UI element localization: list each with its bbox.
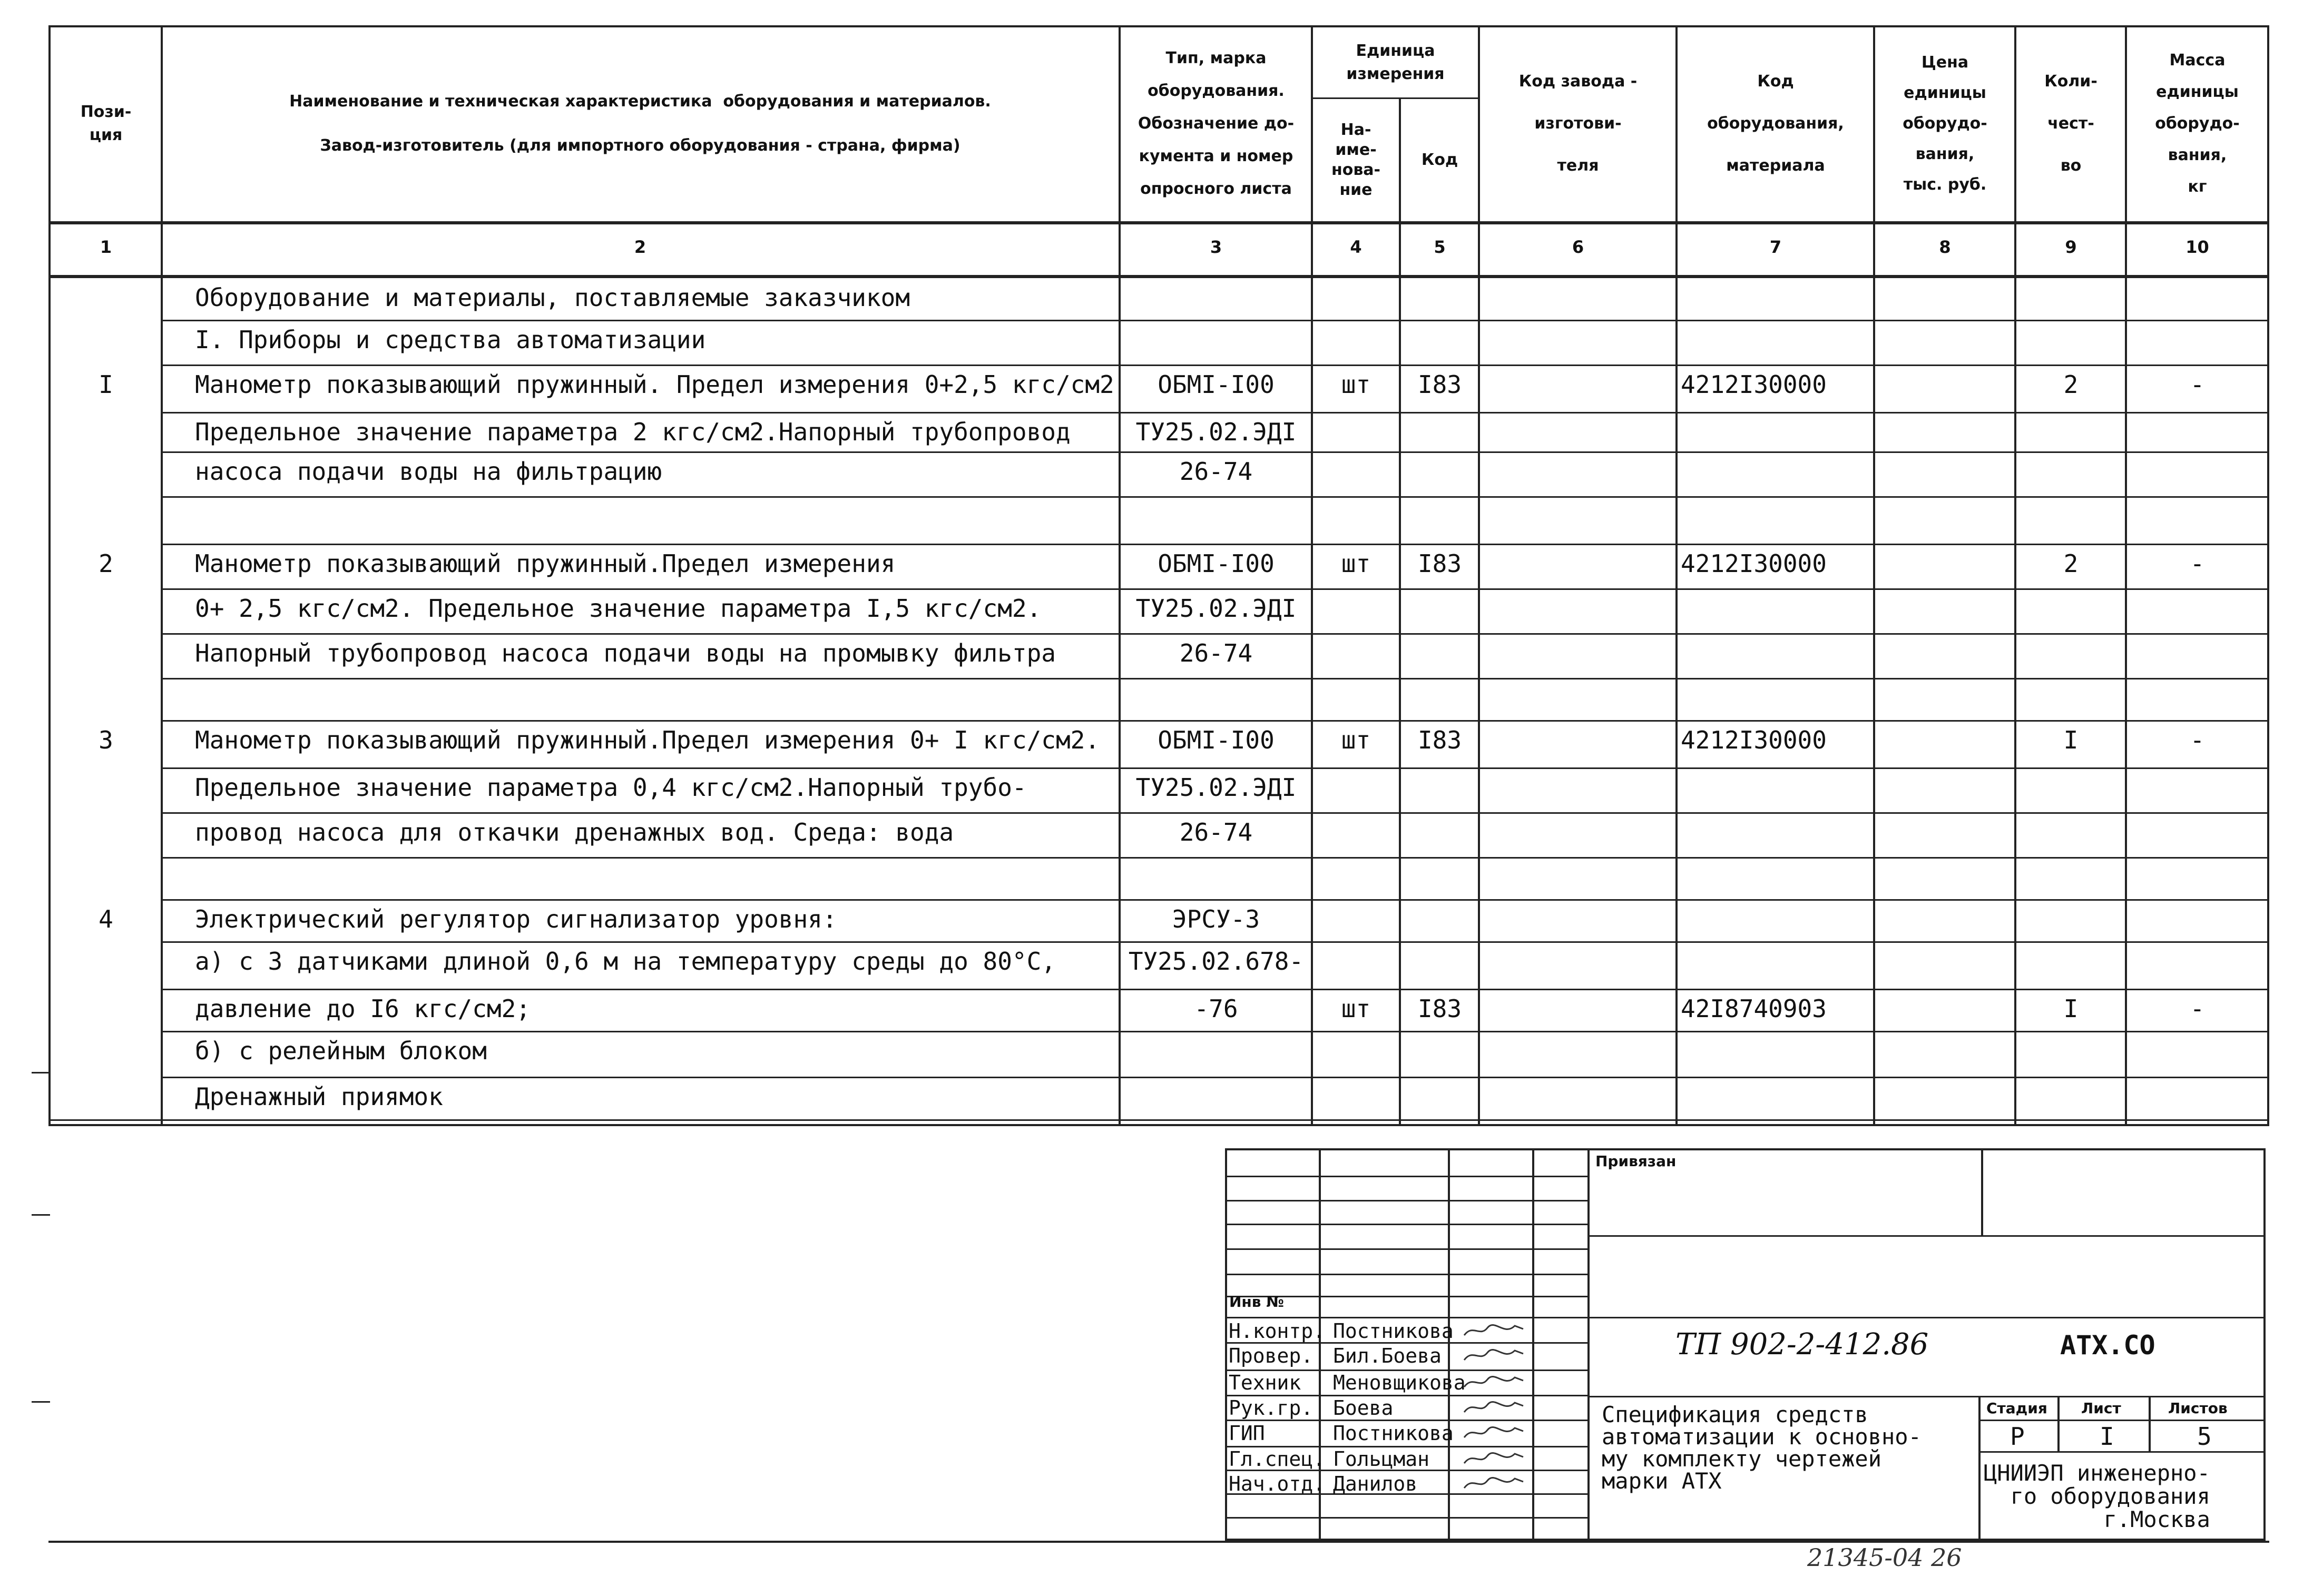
tb-person-name: Постникова [1333,1319,1454,1343]
row-cell-qty [2017,1035,2125,1077]
row-cell-type [1121,861,1311,899]
row-line [161,941,2269,943]
row-cell-equip-code [1681,456,1873,496]
tb-sheet-label: Лист [2081,1400,2121,1417]
signature [1462,1322,1525,1343]
tb-sheet: I [2100,1422,2114,1451]
row-cell-unit: шт [1341,370,1371,399]
row-cell-qty: 2 [2063,370,2079,399]
tb-row-line [1225,1248,1589,1250]
row-cell-name: Оборудование и материалы, поставляемые заказчиком [195,283,910,312]
row-cell-pos [51,945,161,989]
row-cell-equip-code: 42I8740903 [1681,994,1827,1023]
col-divider [2014,25,2016,1126]
row-cell-equip-code [1681,682,1873,720]
row-cell-pos [51,772,161,812]
row-cell-qty [2017,324,2125,364]
row-cell-unit-code [1401,903,1478,941]
row-cell-name: Дренажный приямок [195,1082,443,1111]
col-number: 5 [1434,237,1446,257]
row-cell-unit-code [1401,682,1478,720]
row-cell-mass [2128,456,2267,496]
row-line [161,899,2269,901]
row-cell-qty [2017,903,2125,941]
row-cell-name: I. Приборы и средства автоматизации [195,326,706,354]
tb-role: Провер. [1229,1344,1314,1367]
row-cell-pos: 4 [99,905,113,933]
row-cell-unit [1313,1081,1399,1115]
tb-divider [1532,1148,1534,1541]
row-cell-equip-code [1681,861,1873,899]
row-line [48,1119,2269,1121]
row-cell-name: Манометр показывающий пружинный.Предел измерения 0+ I кгс/см2. [195,726,1100,754]
row-cell-unit [1313,1035,1399,1077]
row-cell-unit: шт [1341,726,1371,754]
row-cell-unit: шт [1341,549,1371,578]
row-cell-mass [2128,282,2267,320]
row-cell-unit [1313,903,1399,941]
row-line [161,588,2269,590]
row-cell-type: ТУ25.02.678- [1128,947,1304,976]
col-divider [2125,25,2127,1126]
tb-inv-no: Инв № [1229,1293,1284,1311]
tb-role: Техник [1229,1371,1301,1394]
col-divider [1675,25,1678,1126]
row-cell-unit [1313,772,1399,812]
tb-person-name: Боева [1333,1396,1394,1420]
col-number: 9 [2065,237,2077,257]
row-cell-pos [51,993,161,1031]
row-cell-equip-code [1681,816,1873,857]
row-cell-equip-code [1681,1081,1873,1115]
row-cell-mass [2128,861,2267,899]
col-number: 2 [634,237,646,257]
tb-role: ГИП [1229,1422,1265,1445]
tb-divider [2057,1396,2060,1451]
row-cell-equip-code [1681,282,1873,320]
col-number: 7 [1769,237,1782,257]
row-cell-unit-code: I83 [1417,370,1462,399]
row-cell-pos [51,682,161,720]
tb-divider [1978,1396,1981,1541]
tb-mark: АТХ.СО [2060,1330,2155,1361]
col-number: 6 [1572,237,1584,257]
tb-row-line [1225,1274,1589,1275]
row-cell-unit-code: I83 [1417,994,1462,1023]
tb-row-line [1225,1317,2266,1318]
col-number: 4 [1350,237,1362,257]
row-cell-name [195,500,1117,544]
signature [1462,1450,1525,1471]
col-number: 8 [1939,237,1951,257]
row-cell-qty [2017,456,2125,496]
tb-role: Нач.отд. [1229,1472,1326,1495]
row-cell-name: Напорный трубопровод насоса подачи воды на промывку фильтра [195,639,1056,667]
row-cell-type: 26-74 [1179,457,1253,486]
row-cell-unit-code [1401,861,1478,899]
row-line [161,633,2269,635]
unit-group-divider [1311,97,1479,99]
tb-row-line [1225,1200,1589,1201]
header-mass: Масса единицы оборудо- вания, кг [2155,51,2240,196]
row-cell-type [1121,682,1311,720]
header-unit-group: Единица измерения [1346,42,1445,83]
tb-role: Рук.гр. [1229,1396,1314,1420]
tb-role: Н.контр. [1229,1319,1326,1343]
row-cell-name: Предельное значение параметра 0,4 кгс/см2.Напорный трубо- [195,773,1027,802]
row-cell-type: ТУ25.02.ЭДI [1135,594,1297,623]
row-cell-type [1121,282,1311,320]
row-line [161,812,2269,814]
row-line [161,544,2269,545]
row-cell-qty [2017,282,2125,320]
header-factory-code: Код завода - изготови- теля [1518,72,1638,175]
row-cell-unit-code [1401,637,1478,678]
row-cell-name [195,861,1117,899]
row-cell-mass [2128,416,2267,451]
tb-divider [1448,1148,1450,1541]
col-divider [1478,25,1480,1126]
row-cell-unit [1313,861,1399,899]
margin-mark [32,1072,50,1073]
row-cell-unit [1313,816,1399,857]
row-cell-qty [2017,1081,2125,1115]
row-cell-type [1121,1081,1311,1115]
row-cell-type: ОБМI-I00 [1158,726,1275,754]
row-cell-pos [51,282,161,320]
row-cell-equip-code: 4212I30000 [1681,726,1827,754]
header-position: Пози- ция [80,103,132,144]
row-cell-name: 0+ 2,5 кгс/см2. Предельное значение параметра I,5 кгс/см2. [195,594,1042,623]
row-cell-type: -76 [1194,994,1238,1023]
row-cell-mass [2128,682,2267,720]
tb-divider [1981,1148,1983,1235]
row-cell-pos: 3 [99,726,113,754]
row-cell-mass [2128,772,2267,812]
row-cell-mass: - [2190,370,2205,399]
row-cell-mass [2128,903,2267,941]
margin-mark [32,1401,50,1403]
col-number: 3 [1210,237,1222,257]
row-line [161,364,2269,366]
header-price: Цена единицы оборудо- вания, тыс. руб. [1903,53,1987,194]
row-cell-equip-code [1681,416,1873,451]
row-cell-unit-code [1401,772,1478,812]
signature [1462,1398,1525,1420]
row-cell-mass [2128,945,2267,989]
row-cell-pos [51,861,161,899]
row-cell-qty: I [2063,726,2079,754]
header-quantity: Коли- чест- во [2044,72,2097,175]
row-cell-unit-code [1401,456,1478,496]
row-cell-type: 26-74 [1179,639,1253,667]
row-cell-unit-code [1401,500,1478,544]
row-cell-qty [2017,945,2125,989]
row-line [161,857,2269,859]
row-line [161,451,2269,453]
row-cell-qty [2017,861,2125,899]
row-cell-pos [51,593,161,633]
row-cell-type: ТУ25.02.ЭДI [1135,773,1297,802]
row-cell-pos [51,416,161,451]
tb-row-line [1225,1176,1589,1177]
tb-sheets-label: Листов [2168,1400,2228,1417]
col-number: 1 [100,237,112,257]
numbers-bottom-line [48,275,2269,278]
row-cell-mass [2128,593,2267,633]
row-cell-equip-code [1681,637,1873,678]
col-divider [1399,97,1401,1125]
row-line [161,678,2269,679]
tb-stage-label: Стадия [1986,1400,2047,1417]
row-cell-type: 26-74 [1179,818,1253,846]
tb-organization: ЦНИИЭП инженерно- го оборудования г.Москва [1984,1460,2210,1532]
row-cell-unit-code: I83 [1417,726,1462,754]
row-cell-unit [1313,456,1399,496]
row-cell-equip-code: 4212I30000 [1681,370,1827,399]
row-cell-name: а) с 3 датчиками длиной 0,6 м на температуру среды до 80°С, [195,947,1056,976]
row-cell-type [1121,1035,1311,1077]
row-cell-pos [51,1081,161,1115]
tb-divider [1587,1148,1590,1541]
col-divider [1119,25,1121,1126]
row-cell-unit [1313,945,1399,989]
row-line [161,720,2269,722]
row-cell-unit: шт [1341,994,1371,1023]
tb-row-line [1587,1235,2266,1237]
row-cell-qty [2017,637,2125,678]
row-cell-equip-code [1681,593,1873,633]
row-cell-pos [51,1035,161,1077]
row-cell-qty [2017,416,2125,451]
row-cell-qty [2017,593,2125,633]
row-cell-unit [1313,282,1399,320]
row-cell-mass [2128,816,2267,857]
tb-person-name: Данилов [1333,1472,1418,1495]
row-line [161,989,2269,990]
col-number: 10 [2185,237,2209,257]
tb-row-line [1225,1517,1589,1519]
tb-row-line [1978,1451,2266,1453]
row-cell-name: провод насоса для откачки дренажных вод. Среда: вода [195,818,954,846]
signature [1462,1424,1525,1445]
signature [1462,1373,1525,1395]
row-cell-mass: - [2190,994,2205,1023]
row-line [161,1077,2269,1078]
row-cell-name: Манометр показывающий пружинный.Предел измерения [195,549,896,578]
bottom-border [48,1541,2269,1543]
row-cell-name: б) с релейным блоком [195,1037,487,1065]
header-equipment-code: Код оборудования, материала [1707,72,1844,175]
tb-doc-number: ТП 902-2-412.86 [1675,1327,1929,1362]
row-cell-type: ЭРСУ-3 [1172,905,1260,933]
header-unit-name: На- име- нова- ние [1331,121,1381,199]
header-unit-code: Код [1421,151,1458,169]
row-cell-equip-code [1681,1035,1873,1077]
row-cell-mass [2128,1081,2267,1115]
row-cell-unit-code [1401,945,1478,989]
row-cell-name: давление до I6 кгс/см2; [195,994,531,1023]
row-cell-unit-code [1401,416,1478,451]
row-line [161,496,2269,498]
row-cell-type: ТУ25.02.ЭДI [1135,418,1297,446]
row-cell-unit-code [1401,816,1478,857]
row-cell-mass: - [2190,549,2205,578]
row-cell-mass [2128,500,2267,544]
col-divider [1873,25,1875,1126]
row-cell-name: Манометр показывающий пружинный. Предел измерения 0+2,5 кгс/см2 [195,370,1114,399]
row-cell-qty: 2 [2063,549,2079,578]
header-bottom-line [48,221,2269,224]
row-cell-pos [51,324,161,364]
row-line [161,1031,2269,1032]
row-cell-mass: - [2190,726,2205,754]
row-cell-equip-code [1681,903,1873,941]
row-cell-qty [2017,682,2125,720]
signature [1462,1474,1525,1496]
row-cell-name: Электрический регулятор сигнализатор уровня: [195,905,837,933]
row-cell-unit-code [1401,1081,1478,1115]
row-cell-type [1121,500,1311,544]
row-cell-pos [51,500,161,544]
tb-divider [2149,1396,2151,1451]
row-cell-unit [1313,593,1399,633]
tb-row-line [1225,1224,1589,1225]
row-cell-pos: 2 [99,549,113,578]
row-cell-qty: I [2063,994,2079,1023]
row-line [161,320,2269,321]
tb-person-name: Гольцман [1333,1447,1430,1471]
row-cell-unit-code [1401,282,1478,320]
row-cell-name [195,682,1117,720]
row-cell-qty [2017,772,2125,812]
row-cell-unit [1313,324,1399,364]
row-cell-pos [51,456,161,496]
row-cell-name: Предельное значение параметра 2 кгс/см2.Напорный трубопровод [195,418,1071,446]
row-cell-mass [2128,1035,2267,1077]
bottom-note: 21345-04 26 [1807,1543,1962,1572]
row-line [161,767,2269,769]
row-cell-unit [1313,682,1399,720]
tb-row-line [1587,1396,2266,1397]
tb-privyazan: Привязан [1595,1152,1677,1170]
tb-person-name: Постникова [1333,1422,1454,1445]
row-line [161,412,2269,413]
margin-mark [32,1214,50,1216]
row-cell-pos [51,816,161,857]
row-cell-unit-code [1401,1035,1478,1077]
tb-row-line [1225,1420,1589,1421]
row-cell-qty [2017,500,2125,544]
row-cell-unit [1313,637,1399,678]
row-cell-unit [1313,416,1399,451]
row-cell-mass [2128,637,2267,678]
row-cell-unit-code [1401,593,1478,633]
row-cell-type [1121,324,1311,364]
row-cell-name: насоса подачи воды на фильтрацию [195,457,662,486]
row-cell-type: ОБМI-I00 [1158,370,1275,399]
row-cell-pos [51,637,161,678]
tb-person-name: Меновщикова [1333,1371,1466,1394]
row-cell-mass [2128,324,2267,364]
row-cell-equip-code: 4212I30000 [1681,549,1827,578]
row-cell-unit-code [1401,324,1478,364]
signature [1462,1346,1525,1368]
row-cell-equip-code [1681,324,1873,364]
header-type: Тип, марка оборудования. Обозначение до- кумента и номер опросного листа [1138,49,1295,198]
header-name: Наименование и техническая характеристика оборудования и материалов. Завод-изготовитель (для импортного оборудования - страна, фирма) [289,92,991,155]
tb-row-line [1978,1420,2266,1421]
tb-stage: Р [2010,1422,2025,1451]
tb-sheets: 5 [2197,1422,2212,1451]
row-cell-equip-code [1681,500,1873,544]
row-cell-pos: I [99,370,113,399]
row-cell-qty [2017,816,2125,857]
tb-role: Гл.спец. [1229,1447,1326,1471]
tb-description: Спецификация средств автоматизации к основно- му комплекту чертежей марки АТХ [1602,1402,1922,1494]
tb-person-name: Бил.Боева [1333,1344,1442,1367]
row-cell-unit [1313,500,1399,544]
row-cell-equip-code [1681,772,1873,812]
row-cell-type: ОБМI-I00 [1158,549,1275,578]
row-cell-equip-code [1681,945,1873,989]
row-cell-unit-code: I83 [1417,549,1462,578]
